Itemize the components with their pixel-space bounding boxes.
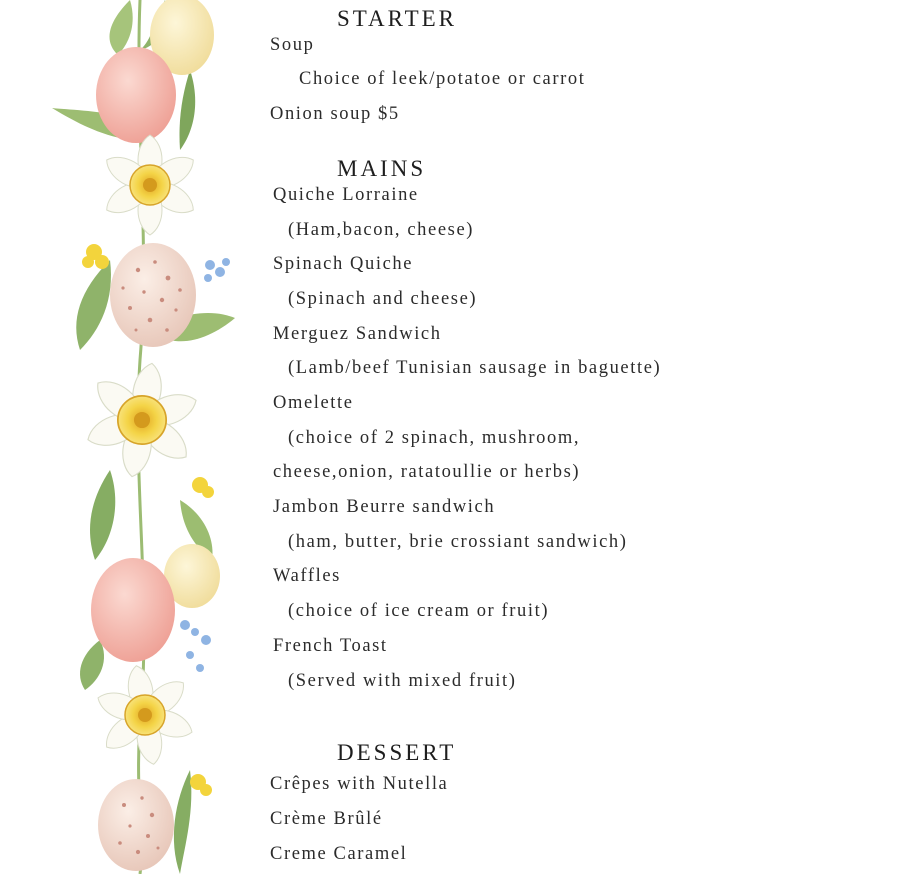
dessert-item-creme-caramel: Creme Caramel	[270, 844, 408, 864]
mains-item-french-toast: French Toast	[273, 636, 388, 656]
mains-item-merguez-desc: (Lamb/beef Tunisian sausage in baguette)	[288, 358, 662, 378]
dessert-item-crepes: Crêpes with Nutella	[270, 774, 449, 794]
starter-item-onion-soup: Onion soup $5	[270, 104, 400, 124]
mains-item-omelette-desc-1: (choice of 2 spinach, mushroom,	[288, 428, 581, 448]
starter-heading: STARTER	[337, 6, 458, 31]
starter-item-soup-choice: Choice of leek/potatoe or carrot	[299, 69, 586, 89]
dessert-heading: DESSERT	[337, 740, 457, 765]
mains-heading: MAINS	[337, 156, 427, 181]
mains-item-waffles-desc: (choice of ice cream or fruit)	[288, 601, 550, 621]
mains-item-spinach-quiche-desc: (Spinach and cheese)	[288, 289, 478, 309]
mains-item-omelette: Omelette	[273, 393, 354, 413]
dessert-item-creme-brulee: Crème Brûlé	[270, 809, 383, 829]
mains-item-jambon-beurre: Jambon Beurre sandwich	[273, 497, 496, 517]
mains-item-french-toast-desc: (Served with mixed fruit)	[288, 671, 517, 691]
mains-item-merguez: Merguez Sandwich	[273, 324, 442, 344]
mains-item-omelette-desc-2: cheese,onion, ratatoullie or herbs)	[273, 462, 581, 482]
mains-item-quiche-lorraine-desc: (Ham,bacon, cheese)	[288, 220, 475, 240]
starter-item-soup: Soup	[270, 35, 315, 55]
mains-item-quiche-lorraine: Quiche Lorraine	[273, 185, 419, 205]
mains-item-waffles: Waffles	[273, 566, 341, 586]
mains-item-spinach-quiche: Spinach Quiche	[273, 254, 414, 274]
mains-item-jambon-beurre-desc: (ham, butter, brie crossiant sandwich)	[288, 532, 628, 552]
